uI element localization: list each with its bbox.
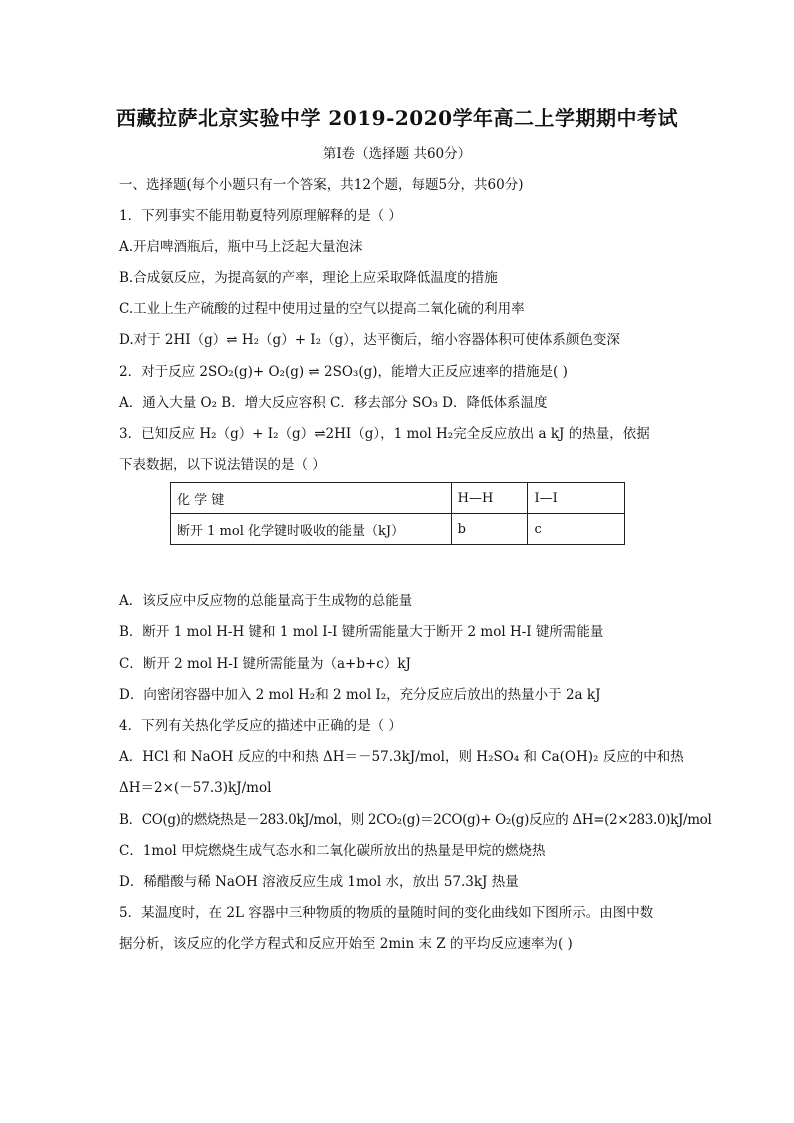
q5-stem-line2: 据分析，该反应的化学方程式和反应开始至 2min 末 Z 的平均反应速率为( ) xyxy=(119,936,573,952)
bond-energy-table xyxy=(170,482,625,545)
q4-option-d: D．稀醋酸与稀 NaOH 溶液反应生成 1mol 水，放出 57.3kJ 热量 xyxy=(119,874,519,890)
q3-option-a: A．该反应中反应物的总能量高于生成物的总能量 xyxy=(119,593,413,609)
q4-stem: 4．下列有关热化学反应的描述中正确的是（ ） xyxy=(119,718,402,734)
table-header-ii: I—I xyxy=(528,483,625,514)
q4-option-c: C．1mol 甲烷燃烧生成气态水和二氧化碳所放出的热量是甲烷的燃烧热 xyxy=(119,843,546,859)
q5-stem-line1: 5．某温度时，在 2L 容器中三种物质的物质的量随时间的变化曲线如下图所示。由图中数 xyxy=(119,905,654,921)
table-cell-hh-value: b xyxy=(451,514,528,545)
q3-option-d: D．向密闭容器中加入 2 mol H₂和 2 mol I₂，充分反应后放出的热量小于 2a kJ xyxy=(119,687,601,703)
q2-stem: 2．对于反应 2SO₂(g)+ O₂(g) ⇌ 2SO₃(g)，能增大正反应速率的措施是( ) xyxy=(119,364,568,380)
q3-option-b: B．断开 1 mol H-H 键和 1 mol I-I 键所需能量大于断开 2 mol H-I 键所需能量 xyxy=(119,624,604,640)
table-cell-ii-value: c xyxy=(528,514,625,545)
exam-subtitle: 第Ⅰ卷（选择题 共60分） xyxy=(322,146,472,162)
q4-option-a-line2: ΔH＝2×(－57.3)kJ/mol xyxy=(119,780,272,796)
q4-option-a-line1: A．HCl 和 NaOH 反应的中和热 ΔH＝－57.3kJ/mol，则 H₂SO₄ 和 Ca(OH)₂ 反应的中和热 xyxy=(119,749,684,765)
q1-stem: 1．下列事实不能用勒夏特列原理解释的是（ ） xyxy=(119,208,402,224)
q3-option-c: C．断开 2 mol H-I 键所需能量为（a+b+c）kJ xyxy=(119,656,411,672)
q3-stem-line1: 3．已知反应 H₂（g）+ I₂（g）⇌2HI（g），1 mol H₂完全反应放出 a kJ 的热量，依据 xyxy=(119,426,650,442)
q1-option-d: D.对于 2HI（g）⇌ H₂（g）+ I₂（g），达平衡后，缩小容器体积可使体系颜色变深 xyxy=(119,332,620,348)
q1-option-a: A.开启啤酒瓶后，瓶中马上泛起大量泡沫 xyxy=(119,239,363,255)
exam-title: 西藏拉萨北京实验中学 2019-2020学年高二上学期期中考试 xyxy=(115,106,679,130)
table-header-bond: 化 学 键 xyxy=(171,483,452,514)
q2-options: A．通入大量 O₂ B．增大反应容积 C．移去部分 SO₃ D．降低体系温度 xyxy=(119,395,548,411)
table-cell-energy-label: 断开 1 mol 化学键时吸收的能量（kJ） xyxy=(171,514,452,545)
section-heading: 一、选择题(每个小题只有一个答案，共12个题，每题5分，共60分) xyxy=(119,177,524,193)
table-row xyxy=(171,514,625,545)
q1-option-c: C.工业上生产硫酸的过程中使用过量的空气以提高二氧化硫的利用率 xyxy=(119,301,525,317)
q3-stem-line2: 下表数据，以下说法错误的是（ ） xyxy=(119,457,326,473)
q4-option-b: B．CO(g)的燃烧热是－283.0kJ/mol，则 2CO₂(g)＝2CO(g)+ O₂(g)反应的 ΔH=(2×283.0)kJ/mol xyxy=(119,812,712,828)
table-header-hh: H—H xyxy=(451,483,528,514)
table-header-row xyxy=(171,483,625,514)
q1-option-b: B.合成氨反应，为提高氨的产率，理论上应采取降低温度的措施 xyxy=(119,270,498,286)
